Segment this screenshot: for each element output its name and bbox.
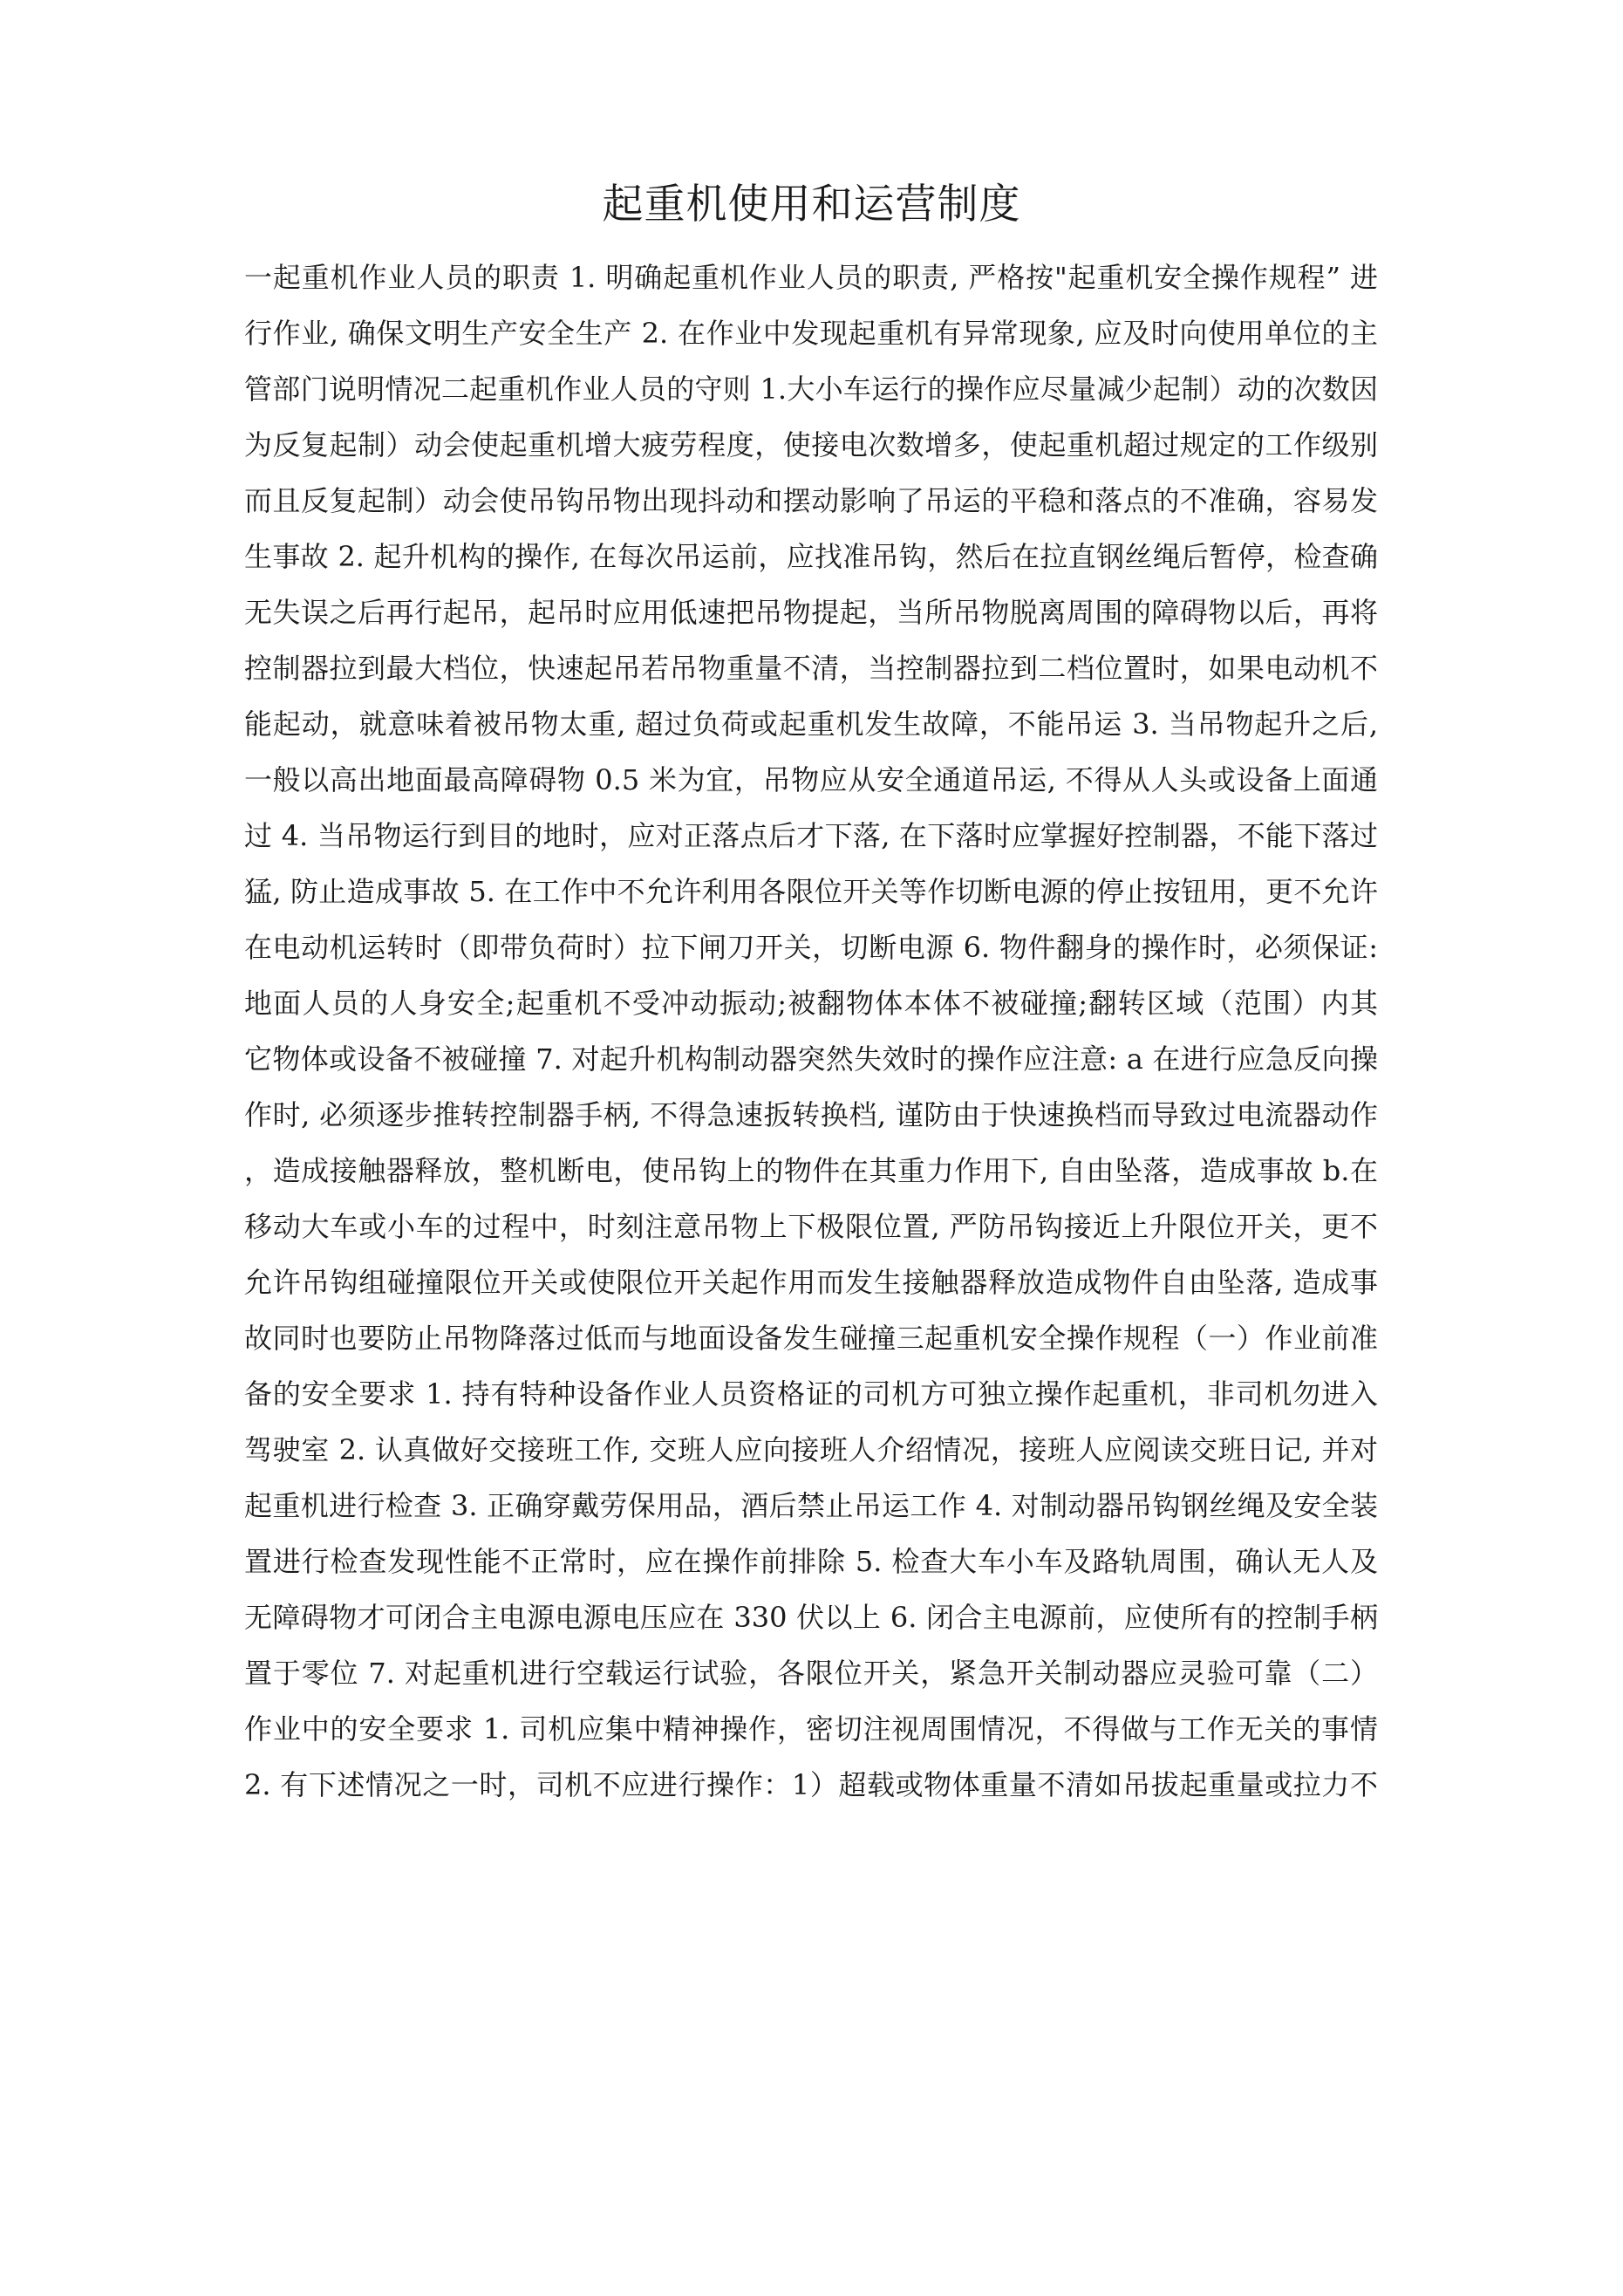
text-line: 移动大车或小车的过程中，时刻注意吊物上下极限位置, 严防吊钩接近上升限位开关，更不	[244, 1211, 1378, 1243]
text-line: 备的安全要求 1. 持有特种设备作业人员资格证的司机方可独立操作起重机，非司机勿进入	[244, 1378, 1378, 1411]
text-line: 为反复起制）动会使起重机增大疲劳程度，使接电次数增多，使起重机超过规定的工作级别	[244, 429, 1378, 461]
text-line: 地面人员的人身安全;起重机不受冲动振动;被翻物体本体不被碰撞;翻转区域（范围）内其	[244, 987, 1378, 1020]
text-line: 行作业, 确保文明生产安全生产 2. 在作业中发现起重机有异常现象, 应及时向使用单位的主	[244, 318, 1378, 350]
text-line: 管部门说明情况二起重机作业人员的守则 1.大小车运行的操作应尽量减少起制）动的次数因	[244, 373, 1378, 406]
text-line: 置于零位 7. 对起重机进行空载运行试验，各限位开关，紧急开关制动器应灵验可靠（二）	[244, 1657, 1378, 1690]
text-line: 起重机进行检查 3. 正确穿戴劳保用品，酒后禁止吊运工作 4. 对制动器吊钩钢丝绳及安全装	[244, 1490, 1378, 1522]
text-line: 它物体或设备不被碰撞 7. 对起升机构制动器突然失效时的操作应注意: a 在进行应急反向操	[244, 1043, 1378, 1076]
text-line: ，造成接触器释放，整机断电，使吊钩上的物件在其重力作用下, 自由坠落，造成事故 b.在	[244, 1155, 1378, 1187]
text-line: 猛, 防止造成事故 5. 在工作中不允许利用各限位开关等作切断电源的停止按钮用，更不允许	[244, 876, 1378, 908]
text-line: 驾驶室 2. 认真做好交接班工作, 交班人应向接班人介绍情况，接班人应阅读交班日记, 并对	[244, 1434, 1378, 1466]
text-line: 控制器拉到最大档位，快速起吊若吊物重量不清，当控制器拉到二档位置时，如果电动机不	[244, 653, 1378, 685]
text-line: 允许吊钩组碰撞限位开关或使限位开关起作用而发生接触器释放造成物件自由坠落, 造成事	[244, 1267, 1378, 1299]
text-line: 作时, 必须逐步推转控制器手柄, 不得急速扳转换档, 谨防由于快速换档而导致过电流器动作	[244, 1099, 1378, 1131]
text-line: 无失误之后再行起吊，起吊时应用低速把吊物提起，当所吊物脱离周围的障碍物以后，再将	[244, 597, 1378, 629]
body-text	[244, 262, 1378, 1825]
text-line: 作业中的安全要求 1. 司机应集中精神操作，密切注视周围情况，不得做与工作无关的事情	[244, 1713, 1378, 1746]
text-line: 能起动，就意味着被吊物太重, 超过负荷或起重机发生故障，不能吊运 3. 当吊物起升之后,	[244, 708, 1378, 741]
text-line: 生事故 2. 起升机构的操作, 在每次吊运前，应找准吊钩，然后在拉直钢丝绳后暂停，检查确	[244, 541, 1378, 573]
text-line: 而且反复起制）动会使吊钩吊物出现抖动和摆动影响了吊运的平稳和落点的不准确，容易发	[244, 485, 1378, 517]
text-line: 无障碍物才可闭合主电源电源电压应在 330 伏以上 6. 闭合主电源前，应使所有的控制手柄	[244, 1602, 1378, 1634]
text-line: 置进行检查发现性能不正常时，应在操作前排除 5. 检查大车小车及路轨周围，确认无人及	[244, 1546, 1378, 1578]
text-line: 一起重机作业人员的职责 1. 明确起重机作业人员的职责, 严格按"起重机安全操作规程” 进	[244, 262, 1378, 294]
page-title: 起重机使用和运营制度	[602, 181, 1021, 229]
text-line: 2. 有下述情况之一时，司机不应进行操作：1）超载或物体重量不清如吊拔起重量或拉力不	[244, 1769, 1378, 1801]
text-line: 过 4. 当吊物运行到目的地时，应对正落点后才下落, 在下落时应掌握好控制器，不能下落过	[244, 820, 1378, 852]
text-line: 一般以高出地面最高障碍物 0.5 米为宜，吊物应从安全通道吊运, 不得从人头或设备上面通	[244, 764, 1378, 796]
text-line: 在电动机运转时（即带负荷时）拉下闸刀开关，切断电源 6. 物件翻身的操作时，必须保证:	[244, 932, 1378, 964]
text-line: 故同时也要防止吊物降落过低而与地面设备发生碰撞三起重机安全操作规程（一）作业前准	[244, 1322, 1378, 1355]
